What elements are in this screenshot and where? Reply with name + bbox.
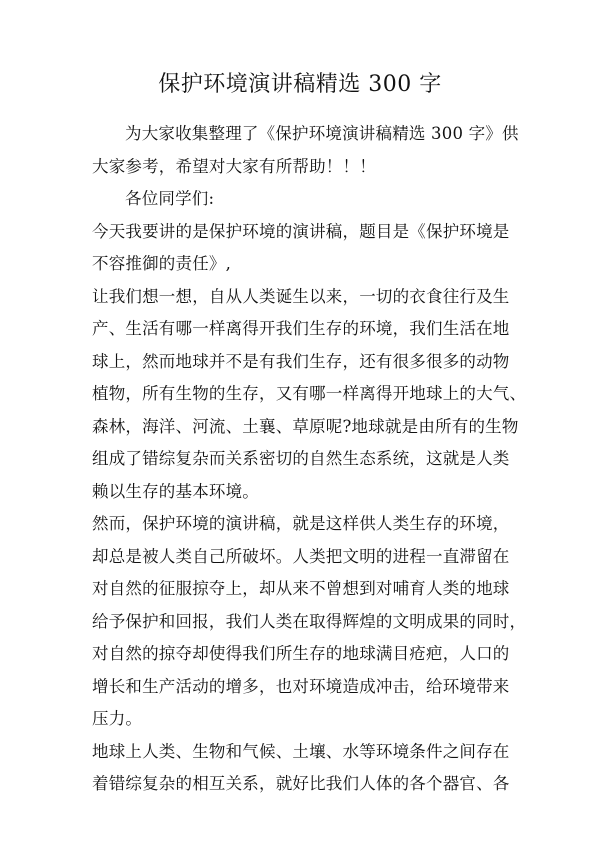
paragraph-line: 为大家收集整理了《保护环境演讲稿精选 300 字》供 [125, 124, 519, 143]
paragraph-line: 森林，海洋、河流、土襄、草原呢?地球就是由所有的生物 [92, 416, 519, 436]
paragraph-line: 产、生活有哪一样离得开我们生存的环境，我们生活在地 [92, 319, 510, 338]
paragraph-line: 球上，然而地球并不是有我们生存，还有很多很多的动物 [92, 351, 510, 371]
document-title: 保护环境演讲稿精选 300 字 [158, 72, 442, 97]
paragraph-line: 压力。 [92, 709, 143, 728]
paragraph-line: 然而，保护环境的演讲稿，就是这样供人类生存的环境， [92, 514, 510, 533]
document-body [92, 118, 527, 801]
paragraph-line: 大家参考，希望对大家有所帮助！！！ [92, 156, 376, 176]
paragraph-line: 给予保护和回报，我们人类在取得辉煌的文明成果的同时， [92, 611, 527, 631]
paragraph-line: 植物，所有生物的生存，又有哪一样离得开地球上的大气、 [92, 384, 527, 403]
salutation-line: 各位同学们: [125, 189, 215, 208]
paragraph-line: 今天我要讲的是保护环境的演讲稿，题目是《保护环境是 [92, 221, 510, 241]
paragraph-line: 对自然的掠夺却使得我们所生存的地球满目疮疤，人口的 [92, 644, 510, 663]
paragraph-line: 让我们想一想，自从人类诞生以来，一切的衣食往行及生 [92, 286, 510, 306]
paragraph-line: 对自然的征服掠夺上，却从来不曾想到对哺育人类的地球 [92, 579, 510, 598]
paragraph-line: 着错综复杂的相互关系，就好比我们人体的各个器官、各 [92, 774, 510, 793]
paragraph-line: 组成了错综复杂而关系密切的自然生态系统，这就是人类 [92, 449, 510, 468]
paragraph-line: 赖以生存的基本环境。 [92, 481, 259, 501]
paragraph-line: 却总是被人类自己所破坏。人类把文明的进程一直滞留在 [92, 546, 510, 566]
paragraph-line: 地球上人类、生物和气候、土壤、水等环境条件之间存在 [92, 741, 510, 761]
paragraph-line: 不容推御的责任》, [92, 254, 232, 273]
paragraph-line: 增长和生产活动的增多，也对环境造成冲击，给环境带来 [92, 676, 510, 696]
